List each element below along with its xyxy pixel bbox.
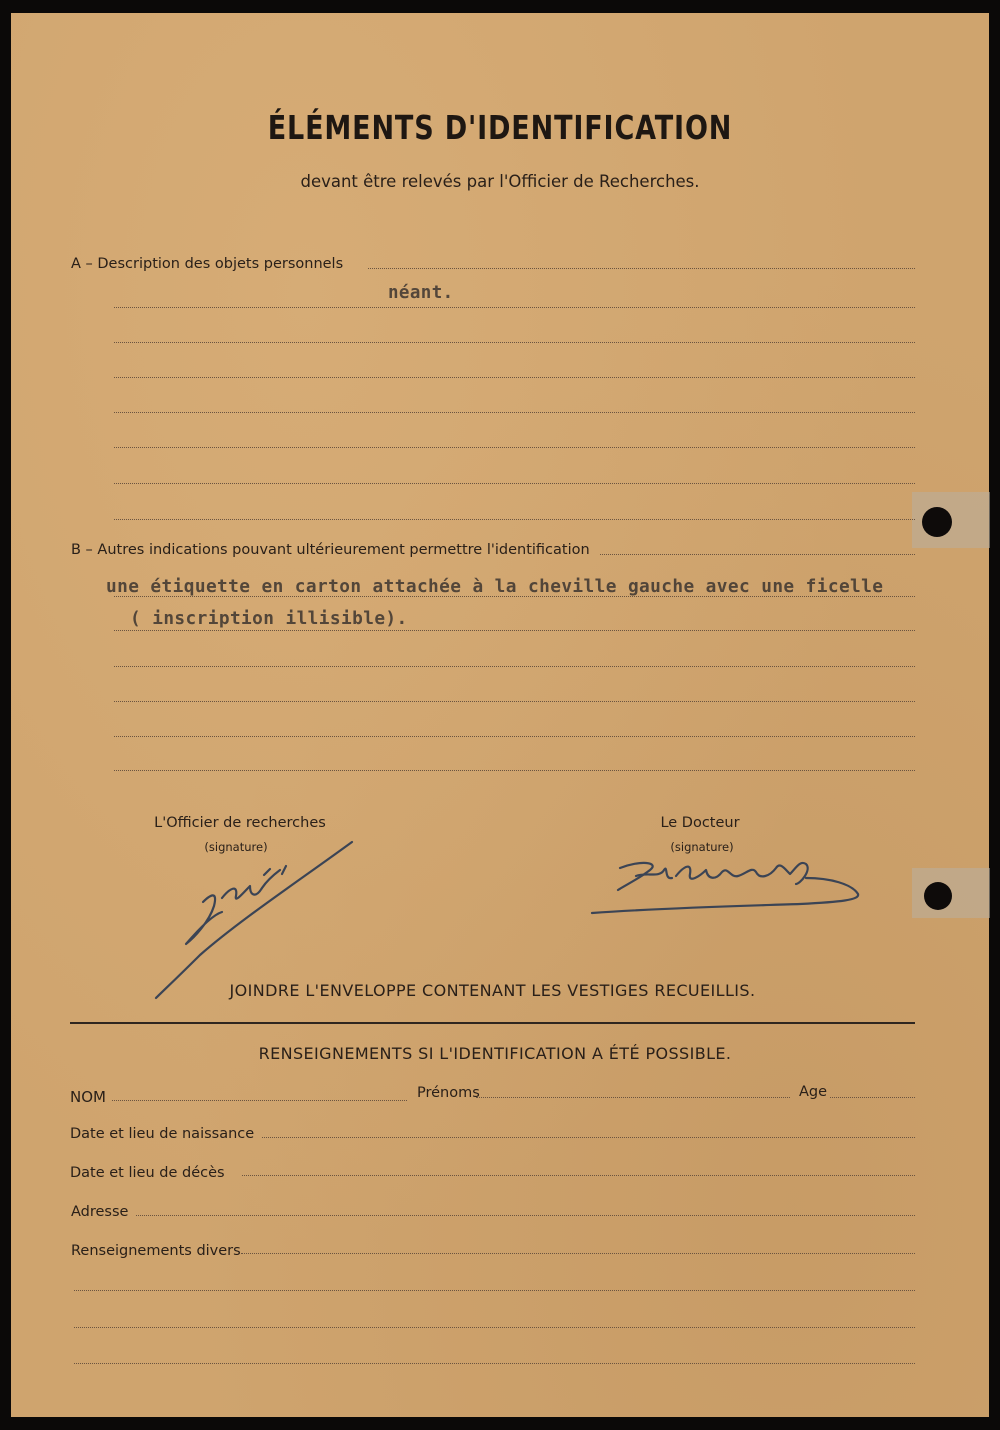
envelope-instruction: JOINDRE L'ENVELOPPE CONTENANT LES VESTIGES RECUEILLIS. (229, 981, 756, 1000)
misc-line[interactable] (74, 1363, 915, 1364)
prenoms-field[interactable] (476, 1097, 790, 1098)
section-a-label: A – Description des objets personnels (71, 256, 344, 272)
address-label: Adresse (71, 1204, 129, 1220)
section-b-typed-line-1: une étiquette en carton attachée à la cheville gauche avec une ficelle (106, 576, 884, 597)
section-b-label: B – Autres indications pouvant ultérieurement permettre l'identification (71, 542, 590, 558)
section-b-typed-line-2: ( inscription illisible). (130, 608, 408, 629)
prenoms-label: Prénoms (417, 1085, 480, 1101)
officer-signature-label: L'Officier de recherches (154, 815, 326, 831)
identification-heading: RENSEIGNEMENTS SI L'IDENTIFICATION A ÉTÉ POSSIBLE. (258, 1044, 732, 1063)
form-subtitle: devant être relevés par l'Officier de Recherches. (300, 172, 700, 191)
section-divider (70, 1022, 915, 1024)
birth-field[interactable] (262, 1137, 915, 1138)
nom-label: NOM (70, 1088, 106, 1106)
doctor-signature-note: (signature) (670, 840, 734, 854)
doctor-signature-label: Le Docteur (660, 815, 740, 831)
misc-label: Renseignements divers (71, 1243, 241, 1259)
form-title: ÉLÉMENTS D'IDENTIFICATION (267, 108, 733, 147)
address-field[interactable] (136, 1215, 915, 1216)
misc-line[interactable] (74, 1290, 915, 1291)
nom-field[interactable] (112, 1100, 407, 1101)
age-field[interactable] (830, 1097, 915, 1098)
age-label: Age (799, 1084, 828, 1100)
death-label: Date et lieu de décès (70, 1165, 225, 1181)
officer-signature-note: (signature) (204, 840, 268, 854)
misc-field[interactable] (241, 1253, 915, 1254)
section-a-typed-value: néant. (388, 283, 454, 303)
death-field[interactable] (242, 1175, 915, 1176)
misc-line[interactable] (74, 1327, 915, 1328)
birth-label: Date et lieu de naissance (70, 1126, 255, 1142)
